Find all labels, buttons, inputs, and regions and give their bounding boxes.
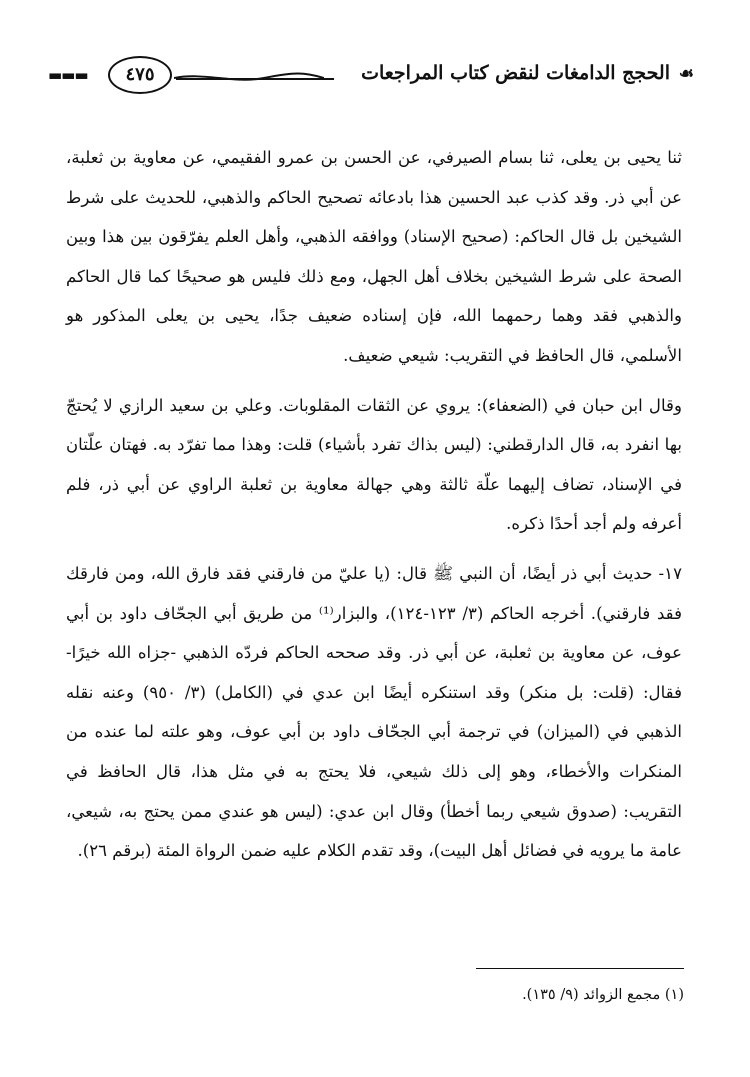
header-swirl-ornament	[174, 70, 324, 84]
page-number: ٤٧٥	[108, 56, 172, 94]
paragraph-1: ثنا يحيى بن يعلى، ثنا بسام الصيرفي، عن الحسن بن عمرو الفقيمي، عن معاوية بن ثعلبة، عن أبي ذر. وقد كذب عبد الحسين هذا بادعائه تصحيح الحاكم والذهبي، للحديث على شرط الشيخين بل قال الحاكم: (صحيح الإسناد) ووافقه الذهبي، وأهل العلم يفرّقون بين هذا وبين الصحة على شرط الشيخين بخلاف أهل الجهل، ومع ذلك فليس هو صحيحًا كما قال الحاكم والذهبي فقد وهما رحمهما الله، فإن إسناده ضعيف جدًا، يحيى بن يعلى المذكور هو الأسلمي، قال الحافظ في التقريب: شيعي ضعيف.	[66, 148, 682, 365]
left-ornament-icon: ▬▬▬	[48, 66, 88, 84]
page-header	[48, 56, 694, 98]
paragraph-3: ١٧- حديث أبي ذر أيضًا، أن النبي ﷺ قال: (يا عليّ من فارقني فقد فارق الله، ومن فارقك فقد فارقني). أخرجه الحاكم (٣/ ١٢٣-١٢٤)، والبزار⁽¹⁾ من طريق أبي الجحّاف داود بن أبي عوف، عن معاوية بن ثعلبة، عن أبي ذر. وقد صححه الحاكم فردّه الذهبي -جزاه الله خيرًا- فقال: (قلت: بل منكر) وقد استنكره أيضًا ابن عدي في (الكامل) (٣/ ٩٥٠) وعنه نقله الذهبي في (الميزان) في ترجمة أبي الجحّاف داود بن أبي عوف، وهو علته لما عنده من المنكرات والأخطاء، وهو إلى ذلك شيعي، فلا يحتج به في مثل هذا، قال الحافظ في التقريب: (صدوق شيعي ربما أخطأ) وقال ابن عدي: (ليس هو عندي ممن يحتج به، شيعي، عامة ما يرويه في فضائل أهل البيت)، وقد تقدم الكلام عليه ضمن الرواة المئة (برقم ٢٦).	[66, 563, 682, 861]
footnote-divider	[476, 968, 684, 969]
paragraph-2: وقال ابن حبان في (الضعفاء): يروي عن الثقات المقلوبات. وعلي بن سعيد الرازي لا يُحتجّ بها انفرد به، قال الدارقطني: (ليس بذاك تفرد بأشياء) قلت: وهذا مما تفرّد به. فهتان علّتان في الإسناد، تضاف إليهما علّة ثالثة وهي جهالة معاوية بن ثعلبة الراوي عن أبي ذر، فلم أعرفه ولم أجد أحدًا ذكره.	[66, 395, 682, 534]
page-body	[66, 138, 682, 871]
title-ornament-icon: ☙	[678, 64, 694, 84]
running-title: الحجج الدامغات لنقض كتاب المراجعات	[361, 62, 670, 84]
footnote: (١) مجمع الزوائد (٩/ ١٣٥).	[522, 987, 684, 1003]
